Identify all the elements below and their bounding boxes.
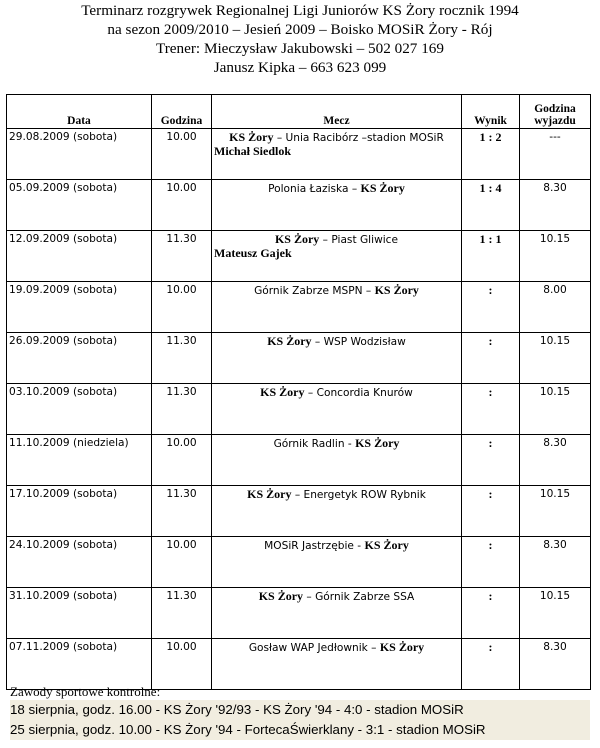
match-separator: – bbox=[319, 234, 332, 246]
friendly-matches bbox=[10, 684, 590, 740]
cell-departure: 8.30 bbox=[520, 537, 591, 588]
cell-result: : bbox=[462, 639, 520, 690]
home-team: Górnik Radlin bbox=[273, 438, 345, 450]
match-note: Michał Siedlok bbox=[214, 144, 292, 158]
home-team: Polonia Łaziska bbox=[268, 183, 349, 195]
cell-match bbox=[212, 639, 462, 690]
cell-departure: 10.15 bbox=[520, 231, 591, 282]
cell-time: 11.30 bbox=[152, 333, 212, 384]
header-coach-1: Trener: Mieczysław Jakubowski – 502 027 169 bbox=[156, 40, 444, 57]
match-teams bbox=[212, 233, 461, 247]
cell-date: 03.10.2009 (sobota) bbox=[7, 384, 152, 435]
cell-time: 10.00 bbox=[152, 282, 212, 333]
cell-date: 12.09.2009 (sobota) bbox=[7, 231, 152, 282]
cell-time: 11.30 bbox=[152, 588, 212, 639]
match-teams bbox=[212, 284, 461, 298]
cell-date: 29.08.2009 (sobota) bbox=[7, 129, 152, 180]
cell-match bbox=[212, 333, 462, 384]
friendly-line-1: 18 sierpnia, godz. 16.00 - KS Żory '92/93 - KS Żory '94 - 4:0 - stadion MOSiR bbox=[10, 700, 590, 720]
match-teams bbox=[212, 437, 461, 451]
cell-result: : bbox=[462, 435, 520, 486]
cell-result: : bbox=[462, 537, 520, 588]
away-team: Energetyk ROW Rybnik bbox=[303, 489, 426, 501]
cell-match bbox=[212, 129, 462, 180]
cell-match bbox=[212, 435, 462, 486]
cell-result: 1 : 2 bbox=[462, 129, 520, 180]
home-team: KS Żory bbox=[247, 487, 292, 501]
table-row bbox=[7, 639, 591, 690]
home-team: KS Żory bbox=[267, 334, 312, 348]
cell-time: 10.00 bbox=[152, 435, 212, 486]
cell-match bbox=[212, 588, 462, 639]
cell-departure: 10.15 bbox=[520, 384, 591, 435]
cell-departure: --- bbox=[520, 129, 591, 180]
match-teams bbox=[212, 488, 461, 502]
match-teams bbox=[212, 539, 461, 553]
table-row bbox=[7, 333, 591, 384]
home-team: KS Żory bbox=[229, 130, 274, 144]
match-teams bbox=[212, 131, 461, 145]
col-header-match: Mecz bbox=[212, 95, 462, 129]
cell-time: 10.00 bbox=[152, 129, 212, 180]
match-teams bbox=[212, 590, 461, 604]
document-header bbox=[0, 1, 600, 77]
match-note: Mateusz Gajek bbox=[214, 246, 292, 260]
away-team: Górnik Zabrze SSA bbox=[315, 591, 415, 603]
cell-time: 10.00 bbox=[152, 180, 212, 231]
table-row bbox=[7, 231, 591, 282]
col-header-departure: Godzina wyjazdu bbox=[520, 95, 591, 129]
col-header-time: Godzina bbox=[152, 95, 212, 129]
home-team: KS Żory bbox=[260, 385, 305, 399]
cell-match bbox=[212, 231, 462, 282]
match-separator: – bbox=[348, 183, 361, 195]
cell-match bbox=[212, 486, 462, 537]
cell-result: : bbox=[462, 333, 520, 384]
table-row bbox=[7, 588, 591, 639]
match-teams bbox=[212, 335, 461, 349]
cell-departure: 10.15 bbox=[520, 588, 591, 639]
match-separator: – bbox=[367, 642, 380, 654]
match-separator: – bbox=[362, 285, 375, 297]
cell-date: 07.11.2009 (sobota) bbox=[7, 639, 152, 690]
table-row bbox=[7, 435, 591, 486]
cell-time: 11.30 bbox=[152, 231, 212, 282]
friendlies-title: Zawody sportowe kontrolne: bbox=[10, 684, 161, 699]
cell-date: 19.09.2009 (sobota) bbox=[7, 282, 152, 333]
match-separator: – bbox=[304, 387, 317, 399]
cell-match bbox=[212, 537, 462, 588]
cell-result: 1 : 1 bbox=[462, 231, 520, 282]
match-separator: – bbox=[291, 489, 304, 501]
table-row bbox=[7, 282, 591, 333]
cell-time: 10.00 bbox=[152, 537, 212, 588]
cell-date: 24.10.2009 (sobota) bbox=[7, 537, 152, 588]
cell-result: : bbox=[462, 384, 520, 435]
schedule-table bbox=[6, 94, 591, 690]
col-header-date: Data bbox=[7, 95, 152, 129]
cell-departure: 10.15 bbox=[520, 333, 591, 384]
cell-time: 10.00 bbox=[152, 639, 212, 690]
home-team: KS Żory bbox=[274, 232, 320, 246]
cell-departure: 8.30 bbox=[520, 435, 591, 486]
away-team: KS Żory bbox=[360, 181, 405, 195]
cell-result: : bbox=[462, 588, 520, 639]
match-teams bbox=[212, 182, 461, 196]
table-row bbox=[7, 384, 591, 435]
cell-departure: 10.15 bbox=[520, 486, 591, 537]
header-coach-2: Janusz Kipka – 663 623 099 bbox=[213, 59, 387, 76]
cell-date: 26.09.2009 (sobota) bbox=[7, 333, 152, 384]
cell-time: 11.30 bbox=[152, 384, 212, 435]
cell-date: 17.10.2009 (sobota) bbox=[7, 486, 152, 537]
cell-result: 1 : 4 bbox=[462, 180, 520, 231]
away-team: Piast Gliwice bbox=[331, 234, 399, 246]
cell-date: 31.10.2009 (sobota) bbox=[7, 588, 152, 639]
home-team: KS Żory bbox=[258, 589, 304, 603]
away-team: KS Żory bbox=[374, 283, 419, 297]
away-team: WSP Wodzisław bbox=[323, 336, 406, 348]
table-row bbox=[7, 180, 591, 231]
match-separator: - bbox=[344, 438, 356, 450]
table-row bbox=[7, 129, 591, 180]
match-separator: – bbox=[273, 132, 286, 144]
home-team: MOSiR Jastrzębie bbox=[264, 540, 354, 552]
cell-match bbox=[212, 180, 462, 231]
cell-date: 05.09.2009 (sobota) bbox=[7, 180, 152, 231]
match-teams bbox=[212, 386, 461, 400]
cell-time: 11.30 bbox=[152, 486, 212, 537]
home-team: Górnik Zabrze MSPN bbox=[254, 285, 363, 297]
cell-departure: 8.00 bbox=[520, 282, 591, 333]
cell-result: : bbox=[462, 282, 520, 333]
cell-date: 11.10.2009 (niedziela) bbox=[7, 435, 152, 486]
cell-result: : bbox=[462, 486, 520, 537]
cell-match bbox=[212, 384, 462, 435]
home-team: Gosław WAP Jedłownik bbox=[248, 642, 368, 654]
header-season: na sezon 2009/2010 – Jesień 2009 – Boisko MOSiR Żory - Rój bbox=[107, 21, 493, 38]
table-body bbox=[7, 129, 591, 690]
away-team: KS Żory bbox=[364, 538, 409, 552]
table-row bbox=[7, 537, 591, 588]
cell-departure: 8.30 bbox=[520, 639, 591, 690]
away-team: Unia Racibórz –stadion MOSiR bbox=[285, 132, 444, 144]
cell-departure: 8.30 bbox=[520, 180, 591, 231]
cell-match bbox=[212, 282, 462, 333]
match-separator: - bbox=[353, 540, 365, 552]
match-separator: – bbox=[303, 591, 316, 603]
away-team: Concordia Knurów bbox=[316, 387, 413, 399]
away-team: KS Żory bbox=[355, 436, 400, 450]
table-header-row bbox=[7, 95, 591, 129]
away-team: KS Żory bbox=[379, 640, 425, 654]
match-teams bbox=[212, 641, 461, 655]
table-row bbox=[7, 486, 591, 537]
col-header-result: Wynik bbox=[462, 95, 520, 129]
friendly-line-2: 25 sierpnia, godz. 10.00 - KS Żory '94 - FortecaŚwierklany - 3:1 - stadion MOSiR bbox=[10, 720, 590, 740]
match-separator: – bbox=[311, 336, 324, 348]
header-title: Terminarz rozgrywek Regionalnej Ligi Juniorów KS Żory rocznik 1994 bbox=[81, 2, 519, 19]
